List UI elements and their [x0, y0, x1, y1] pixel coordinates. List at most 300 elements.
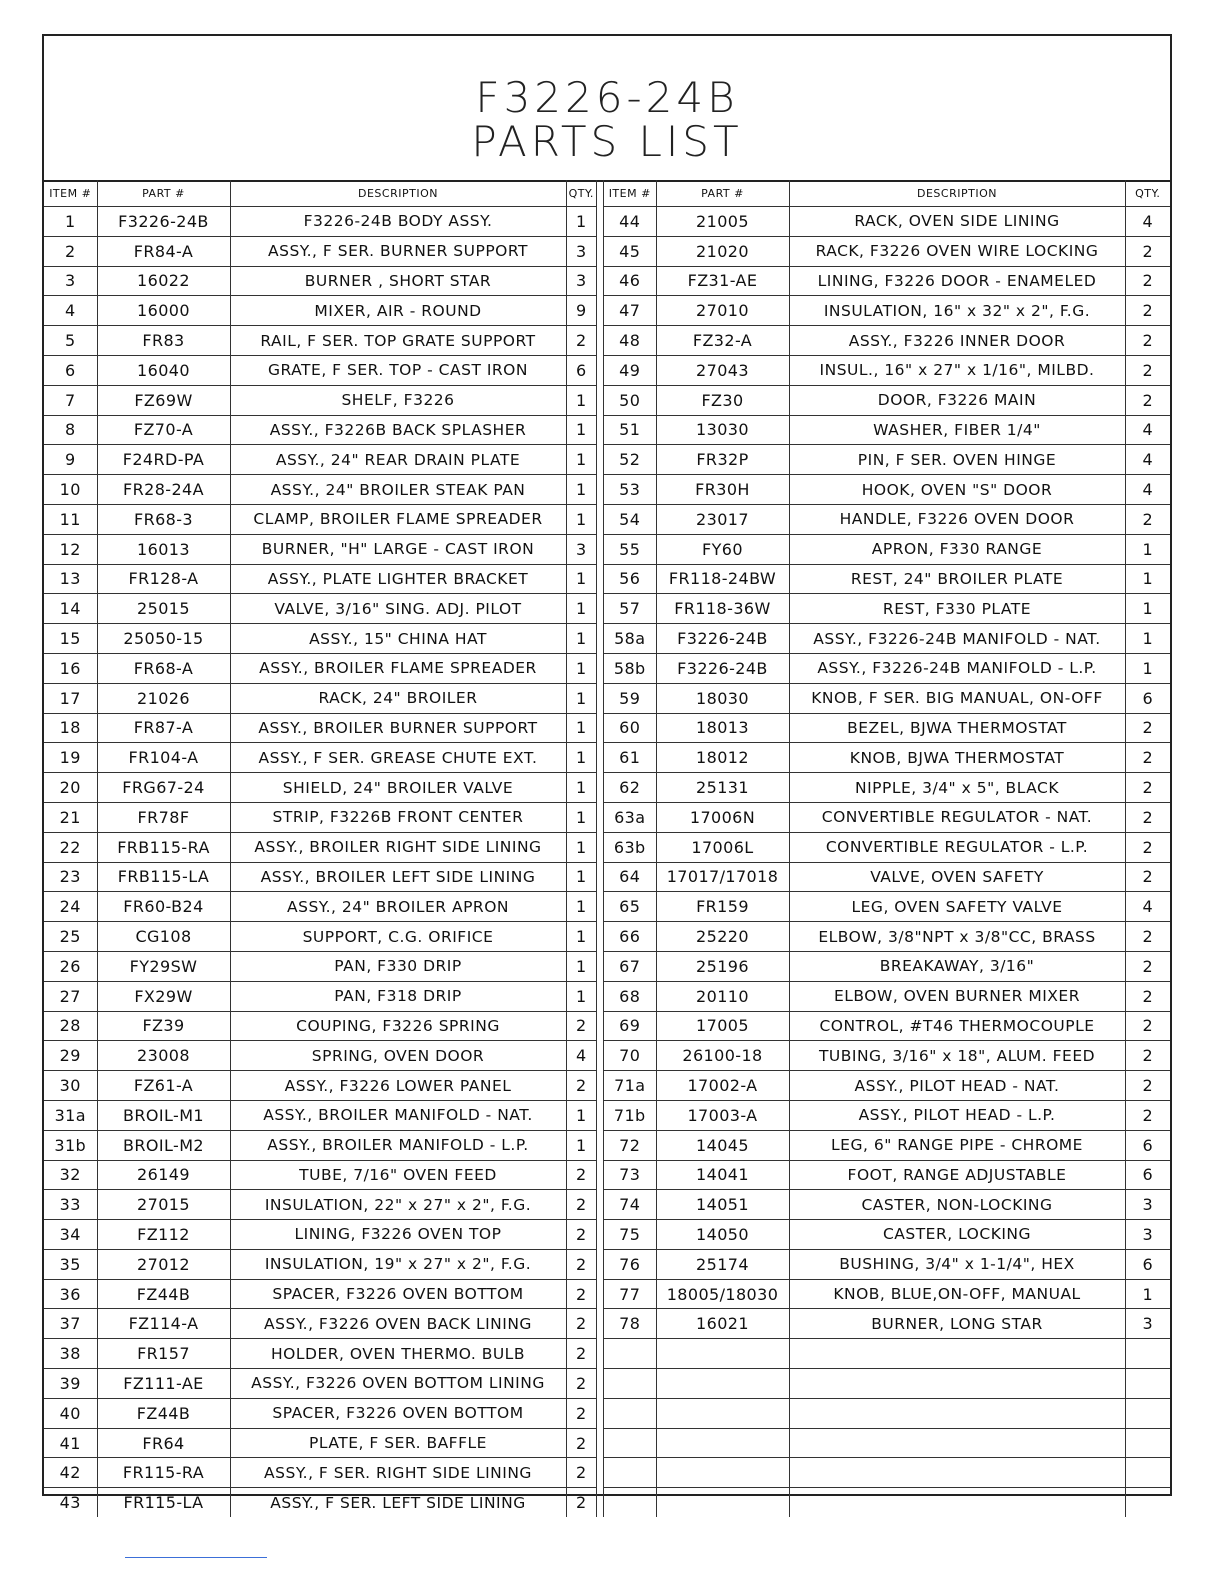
parts-row [44, 415, 596, 445]
description-cell: ASSY., BROILER LEFT SIDE LINING [230, 862, 566, 892]
parts-row [604, 266, 1170, 296]
quantity-cell: 1 [566, 802, 596, 832]
description-cell: BUSHING, 3/4" x 1-1/4", HEX [789, 1249, 1125, 1279]
item-number-cell: 31b [44, 1130, 97, 1160]
part-number-cell: FZ32-A [656, 326, 789, 356]
item-number-cell: 32 [44, 1160, 97, 1190]
quantity-cell: 2 [1125, 773, 1170, 803]
item-number-cell: 45 [604, 236, 656, 266]
item-number-cell: 61 [604, 743, 656, 773]
description-cell: ELBOW, OVEN BURNER MIXER [789, 981, 1125, 1011]
parts-row [44, 564, 596, 594]
part-number-cell: BROIL-M1 [97, 1100, 230, 1130]
description-cell: BEZEL, BJWA THERMOSTAT [789, 713, 1125, 743]
parts-row [44, 1071, 596, 1101]
quantity-cell [1125, 1458, 1170, 1488]
quantity-cell: 2 [1125, 1100, 1170, 1130]
description-cell: RACK, OVEN SIDE LINING [789, 207, 1125, 237]
item-number-cell: 8 [44, 415, 97, 445]
parts-row [604, 355, 1170, 385]
item-number-cell: 72 [604, 1130, 656, 1160]
quantity-cell: 6 [1125, 683, 1170, 713]
description-cell: KNOB, BLUE,ON-OFF, MANUAL [789, 1279, 1125, 1309]
item-number-cell: 54 [604, 504, 656, 534]
item-number-cell: 57 [604, 594, 656, 624]
quantity-cell: 1 [566, 981, 596, 1011]
description-cell: SHELF, F3226 [230, 385, 566, 415]
quantity-cell: 2 [1125, 981, 1170, 1011]
parts-row [604, 385, 1170, 415]
quantity-cell: 3 [566, 266, 596, 296]
parts-row [44, 1488, 596, 1517]
part-number-cell: 16000 [97, 296, 230, 326]
parts-row [44, 1041, 596, 1071]
quantity-cell [1125, 1428, 1170, 1458]
parts-row [604, 1428, 1170, 1458]
parts-row [44, 1130, 596, 1160]
description-cell: ASSY., BROILER BURNER SUPPORT [230, 713, 566, 743]
item-number-cell: 9 [44, 445, 97, 475]
quantity-cell: 6 [1125, 1130, 1170, 1160]
parts-row [44, 445, 596, 475]
description-cell: ASSY., BROILER FLAME SPREADER [230, 653, 566, 683]
item-number-cell [604, 1339, 656, 1369]
part-number-cell [656, 1428, 789, 1458]
item-number-cell: 10 [44, 475, 97, 505]
quantity-cell: 1 [566, 624, 596, 654]
parts-row [604, 1398, 1170, 1428]
quantity-cell: 2 [1125, 922, 1170, 952]
item-number-cell: 26 [44, 951, 97, 981]
quantity-cell: 1 [566, 862, 596, 892]
description-cell: CLAMP, BROILER FLAME SPREADER [230, 504, 566, 534]
item-number-cell: 58b [604, 653, 656, 683]
quantity-cell [1125, 1398, 1170, 1428]
item-number-cell: 24 [44, 892, 97, 922]
quantity-cell: 2 [1125, 355, 1170, 385]
parts-row [44, 951, 596, 981]
parts-row [44, 1398, 596, 1428]
quantity-cell: 1 [566, 1130, 596, 1160]
item-number-cell: 39 [44, 1369, 97, 1399]
part-number-cell: 26149 [97, 1160, 230, 1190]
parts-row [604, 1279, 1170, 1309]
part-number-cell: 14041 [656, 1160, 789, 1190]
quantity-cell: 2 [1125, 385, 1170, 415]
part-number-cell: BROIL-M2 [97, 1130, 230, 1160]
parts-row [604, 981, 1170, 1011]
item-number-cell: 66 [604, 922, 656, 952]
item-number-cell: 76 [604, 1249, 656, 1279]
part-number-cell: FZ114-A [97, 1309, 230, 1339]
part-number-cell: F3226-24B [656, 624, 789, 654]
description-cell: TUBING, 3/16" x 18", ALUM. FEED [789, 1041, 1125, 1071]
item-number-cell: 71b [604, 1100, 656, 1130]
quantity-cell: 1 [566, 683, 596, 713]
quantity-cell: 2 [566, 1220, 596, 1250]
description-cell: HOLDER, OVEN THERMO. BULB [230, 1339, 566, 1369]
description-cell: INSULATION, 16" x 32" x 2", F.G. [789, 296, 1125, 326]
quantity-cell: 2 [566, 1160, 596, 1190]
part-header: PART # [656, 180, 789, 207]
part-number-cell: 16013 [97, 534, 230, 564]
item-number-cell: 23 [44, 862, 97, 892]
quantity-cell: 1 [566, 504, 596, 534]
description-cell: ASSY., F3226-24B MANIFOLD - L.P. [789, 653, 1125, 683]
part-number-cell: FZ111-AE [97, 1369, 230, 1399]
description-cell: PAN, F318 DRIP [230, 981, 566, 1011]
description-cell: ASSY., F3226 LOWER PANEL [230, 1071, 566, 1101]
item-number-cell: 47 [604, 296, 656, 326]
description-cell: WASHER, FIBER 1/4" [789, 415, 1125, 445]
parts-row [604, 1130, 1170, 1160]
parts-row [44, 236, 596, 266]
item-number-cell: 17 [44, 683, 97, 713]
description-cell: INSULATION, 19" x 27" x 2", F.G. [230, 1249, 566, 1279]
parts-row [44, 385, 596, 415]
item-number-cell: 59 [604, 683, 656, 713]
description-cell: NIPPLE, 3/4" x 5", BLACK [789, 773, 1125, 803]
part-number-cell: FZ70-A [97, 415, 230, 445]
part-number-cell: FRB115-RA [97, 832, 230, 862]
item-number-cell: 46 [604, 266, 656, 296]
parts-row [604, 1041, 1170, 1071]
quantity-cell: 2 [1125, 713, 1170, 743]
part-number-cell: FR32P [656, 445, 789, 475]
description-header: DESCRIPTION [230, 180, 566, 207]
description-cell: KNOB, F SER. BIG MANUAL, ON-OFF [789, 683, 1125, 713]
parts-row [44, 1160, 596, 1190]
part-number-cell: F3226-24B [97, 207, 230, 237]
quantity-cell: 1 [566, 207, 596, 237]
part-number-cell: 16022 [97, 266, 230, 296]
item-header: ITEM # [604, 180, 656, 207]
quantity-cell: 1 [566, 713, 596, 743]
item-number-cell: 63a [604, 802, 656, 832]
description-cell: LINING, F3226 OVEN TOP [230, 1220, 566, 1250]
quantity-cell: 4 [1125, 207, 1170, 237]
part-number-cell [656, 1369, 789, 1399]
item-number-cell: 44 [604, 207, 656, 237]
description-cell: ASSY., F SER. BURNER SUPPORT [230, 236, 566, 266]
quantity-cell: 1 [566, 415, 596, 445]
description-cell: MIXER, AIR - ROUND [230, 296, 566, 326]
item-number-cell: 41 [44, 1428, 97, 1458]
item-number-cell [604, 1398, 656, 1428]
description-cell: CONVERTIBLE REGULATOR - L.P. [789, 832, 1125, 862]
description-cell: VALVE, 3/16" SING. ADJ. PILOT [230, 594, 566, 624]
item-number-cell: 70 [604, 1041, 656, 1071]
parts-row [44, 683, 596, 713]
item-number-cell: 74 [604, 1190, 656, 1220]
item-number-cell: 21 [44, 802, 97, 832]
parts-row [604, 713, 1170, 743]
item-number-cell [604, 1458, 656, 1488]
quantity-cell [1125, 1369, 1170, 1399]
parts-row [604, 594, 1170, 624]
parts-row [44, 1309, 596, 1339]
item-number-cell: 68 [604, 981, 656, 1011]
quantity-cell: 2 [1125, 236, 1170, 266]
description-cell: ASSY., PILOT HEAD - L.P. [789, 1100, 1125, 1130]
item-number-cell: 51 [604, 415, 656, 445]
description-cell: INSUL., 16" x 27" x 1/16", MILBD. [789, 355, 1125, 385]
item-number-cell: 48 [604, 326, 656, 356]
item-number-cell: 34 [44, 1220, 97, 1250]
description-cell: SPACER, F3226 OVEN BOTTOM [230, 1279, 566, 1309]
part-number-cell: 14050 [656, 1220, 789, 1250]
description-cell: VALVE, OVEN SAFETY [789, 862, 1125, 892]
part-number-cell: 21020 [656, 236, 789, 266]
parts-row [44, 1369, 596, 1399]
description-cell: ASSY., F3226 INNER DOOR [789, 326, 1125, 356]
description-cell: COUPING, F3226 SPRING [230, 1011, 566, 1041]
part-number-cell: FR115-LA [97, 1488, 230, 1517]
quantity-cell: 2 [1125, 266, 1170, 296]
part-number-cell: 18030 [656, 683, 789, 713]
parts-row [604, 922, 1170, 952]
description-cell: ASSY., BROILER MANIFOLD - NAT. [230, 1100, 566, 1130]
description-cell: PIN, F SER. OVEN HINGE [789, 445, 1125, 475]
item-number-cell: 1 [44, 207, 97, 237]
part-number-cell: FR64 [97, 1428, 230, 1458]
parts-row [44, 1458, 596, 1488]
quantity-cell: 2 [566, 1488, 596, 1517]
description-cell [789, 1398, 1125, 1428]
parts-row [604, 1249, 1170, 1279]
quantity-cell: 3 [566, 236, 596, 266]
quantity-cell: 1 [1125, 534, 1170, 564]
description-cell: BURNER, "H" LARGE - CAST IRON [230, 534, 566, 564]
quantity-cell: 2 [1125, 1071, 1170, 1101]
quantity-cell: 6 [566, 355, 596, 385]
quantity-cell: 1 [1125, 564, 1170, 594]
item-number-cell: 7 [44, 385, 97, 415]
part-number-cell: FR115-RA [97, 1458, 230, 1488]
parts-row [604, 415, 1170, 445]
description-cell: ASSY., F3226 OVEN BOTTOM LINING [230, 1369, 566, 1399]
parts-row [44, 1100, 596, 1130]
description-cell: HANDLE, F3226 OVEN DOOR [789, 504, 1125, 534]
description-cell: F3226-24B BODY ASSY. [230, 207, 566, 237]
quantity-cell: 2 [566, 1339, 596, 1369]
description-cell: ASSY., F3226 OVEN BACK LINING [230, 1309, 566, 1339]
parts-row [604, 326, 1170, 356]
item-number-cell [604, 1488, 656, 1517]
part-number-cell: 14051 [656, 1190, 789, 1220]
item-number-cell: 73 [604, 1160, 656, 1190]
parts-row [44, 981, 596, 1011]
part-number-cell: 18012 [656, 743, 789, 773]
part-number-cell: 13030 [656, 415, 789, 445]
quantity-cell: 1 [1125, 624, 1170, 654]
parts-row [604, 1339, 1170, 1369]
description-cell: REST, F330 PLATE [789, 594, 1125, 624]
parts-row [604, 207, 1170, 237]
quantity-cell: 2 [1125, 832, 1170, 862]
parts-row [604, 564, 1170, 594]
part-number-cell: FZ69W [97, 385, 230, 415]
part-number-cell: 17006L [656, 832, 789, 862]
quantity-cell: 2 [1125, 296, 1170, 326]
description-cell [789, 1458, 1125, 1488]
part-number-cell: FRG67-24 [97, 773, 230, 803]
qty-header: QTY. [566, 180, 596, 207]
description-cell: CASTER, LOCKING [789, 1220, 1125, 1250]
quantity-cell: 1 [566, 951, 596, 981]
bottom-underline-mark [125, 1557, 267, 1558]
part-number-cell: FR28-24A [97, 475, 230, 505]
part-number-cell: FZ39 [97, 1011, 230, 1041]
part-number-cell: F3226-24B [656, 653, 789, 683]
part-number-cell: FZ44B [97, 1398, 230, 1428]
parts-row [604, 1071, 1170, 1101]
description-cell: RAIL, F SER. TOP GRATE SUPPORT [230, 326, 566, 356]
description-cell: LEG, OVEN SAFETY VALVE [789, 892, 1125, 922]
item-number-cell: 36 [44, 1279, 97, 1309]
description-cell: GRATE, F SER. TOP - CAST IRON [230, 355, 566, 385]
part-number-cell: 27043 [656, 355, 789, 385]
quantity-cell: 1 [566, 385, 596, 415]
item-number-cell: 14 [44, 594, 97, 624]
item-number-cell: 27 [44, 981, 97, 1011]
part-number-cell: FZ31-AE [656, 266, 789, 296]
parts-row [44, 713, 596, 743]
part-number-cell: 25220 [656, 922, 789, 952]
part-number-cell: 14045 [656, 1130, 789, 1160]
description-cell: ASSY., BROILER RIGHT SIDE LINING [230, 832, 566, 862]
description-cell: SPACER, F3226 OVEN BOTTOM [230, 1398, 566, 1428]
quantity-cell: 1 [1125, 1279, 1170, 1309]
item-number-cell: 40 [44, 1398, 97, 1428]
description-cell [789, 1428, 1125, 1458]
description-cell: RACK, F3226 OVEN WIRE LOCKING [789, 236, 1125, 266]
parts-row [44, 296, 596, 326]
item-number-cell: 11 [44, 504, 97, 534]
item-number-cell: 63b [604, 832, 656, 862]
description-cell: ASSY., 24" BROILER APRON [230, 892, 566, 922]
parts-row [44, 1220, 596, 1250]
part-number-cell: FR30H [656, 475, 789, 505]
part-number-cell: 27010 [656, 296, 789, 326]
description-cell: ASSY., F SER. RIGHT SIDE LINING [230, 1458, 566, 1488]
parts-row [604, 683, 1170, 713]
part-number-cell [656, 1488, 789, 1517]
item-number-cell: 38 [44, 1339, 97, 1369]
parts-row [604, 624, 1170, 654]
description-cell: CONTROL, #T46 THERMOCOUPLE [789, 1011, 1125, 1041]
item-number-cell: 5 [44, 326, 97, 356]
quantity-cell: 2 [566, 1428, 596, 1458]
parts-row [604, 1369, 1170, 1399]
part-number-cell: FR118-36W [656, 594, 789, 624]
description-header: DESCRIPTION [789, 180, 1125, 207]
parts-row [604, 653, 1170, 683]
parts-row [44, 266, 596, 296]
parts-table-right [604, 180, 1170, 1517]
quantity-cell: 2 [566, 326, 596, 356]
description-cell: PAN, F330 DRIP [230, 951, 566, 981]
description-cell: LINING, F3226 DOOR - ENAMELED [789, 266, 1125, 296]
part-number-cell: 16021 [656, 1309, 789, 1339]
parts-list-sheet [42, 34, 1172, 1513]
parts-row [604, 892, 1170, 922]
quantity-cell: 2 [566, 1190, 596, 1220]
quantity-cell: 2 [1125, 1011, 1170, 1041]
item-number-cell: 31a [44, 1100, 97, 1130]
description-cell: SHIELD, 24" BROILER VALVE [230, 773, 566, 803]
parts-row [604, 1100, 1170, 1130]
item-number-cell: 25 [44, 922, 97, 952]
parts-row [604, 743, 1170, 773]
quantity-cell: 6 [1125, 1249, 1170, 1279]
item-number-cell: 50 [604, 385, 656, 415]
quantity-cell: 1 [566, 1100, 596, 1130]
title-block [44, 36, 1170, 182]
quantity-cell: 1 [1125, 594, 1170, 624]
quantity-cell: 1 [566, 922, 596, 952]
item-number-cell: 18 [44, 713, 97, 743]
part-number-cell: FR118-24BW [656, 564, 789, 594]
item-number-cell: 58a [604, 624, 656, 654]
part-number-cell: FR159 [656, 892, 789, 922]
item-number-cell: 78 [604, 1309, 656, 1339]
item-number-cell: 67 [604, 951, 656, 981]
quantity-cell: 2 [1125, 504, 1170, 534]
description-cell: KNOB, BJWA THERMOSTAT [789, 743, 1125, 773]
table-divider [596, 180, 604, 1517]
parts-row [604, 504, 1170, 534]
parts-row [604, 1190, 1170, 1220]
item-number-cell: 2 [44, 236, 97, 266]
quantity-cell: 1 [566, 475, 596, 505]
part-number-cell: FY29SW [97, 951, 230, 981]
part-number-cell: 23008 [97, 1041, 230, 1071]
item-number-cell: 16 [44, 653, 97, 683]
item-number-cell: 15 [44, 624, 97, 654]
description-cell: SPRING, OVEN DOOR [230, 1041, 566, 1071]
part-number-cell: FR68-3 [97, 504, 230, 534]
part-number-cell: 21026 [97, 683, 230, 713]
part-number-cell: FZ44B [97, 1279, 230, 1309]
part-number-cell: FZ61-A [97, 1071, 230, 1101]
quantity-cell: 2 [566, 1011, 596, 1041]
part-number-cell: FR128-A [97, 564, 230, 594]
part-number-cell: FZ30 [656, 385, 789, 415]
parts-row [44, 862, 596, 892]
item-number-cell: 30 [44, 1071, 97, 1101]
item-number-cell: 75 [604, 1220, 656, 1250]
part-number-cell: FR104-A [97, 743, 230, 773]
quantity-cell [1125, 1488, 1170, 1517]
parts-row [604, 773, 1170, 803]
parts-row [604, 1160, 1170, 1190]
item-number-cell: 55 [604, 534, 656, 564]
description-cell: APRON, F330 RANGE [789, 534, 1125, 564]
part-number-cell: FR83 [97, 326, 230, 356]
parts-row [604, 534, 1170, 564]
parts-row [604, 802, 1170, 832]
item-number-cell: 42 [44, 1458, 97, 1488]
parts-row [44, 1279, 596, 1309]
quantity-cell: 4 [1125, 892, 1170, 922]
quantity-cell: 1 [566, 594, 596, 624]
item-number-cell [604, 1369, 656, 1399]
part-number-cell: 20110 [656, 981, 789, 1011]
parts-row [44, 624, 596, 654]
part-number-cell: CG108 [97, 922, 230, 952]
description-cell: DOOR, F3226 MAIN [789, 385, 1125, 415]
